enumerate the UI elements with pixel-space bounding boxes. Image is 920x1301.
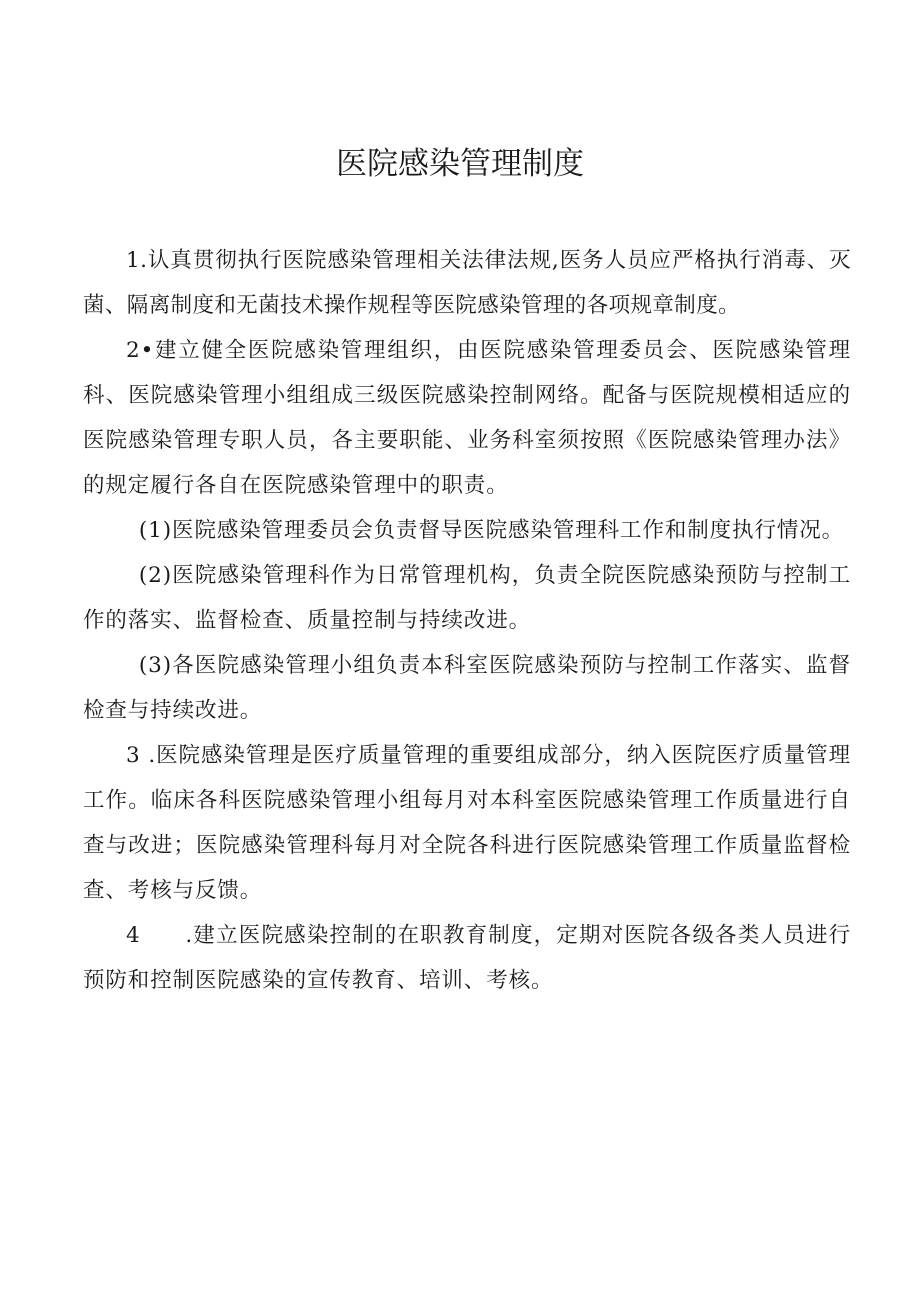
document-title: 医院感染管理制度 <box>336 146 584 182</box>
sub-item-2: (2)医院感染管理科作为日常管理机构，负责全院医院感染预防与控制工作的落实、监督检查、质量控制与持续改进。 <box>83 563 851 633</box>
sub-item-1: (1)医院感染管理委员会负责督导医院感染管理科工作和制度执行情况。 <box>138 518 845 543</box>
sub-item-3: (3)各医院感染管理小组负责本科室医院感染预防与控制工作落实、监督检查与持续改进。 <box>83 653 851 723</box>
document-body <box>83 238 851 1003</box>
paragraph-3: 3 .医院感染管理是医疗质量管理的重要组成部分，纳入医院医疗质量管理工作。临床各科医院感染管理小组每月对本科室医院感染管理工作质量进行自查与改进；医院感染管理科每月对全院各科进行医院感染管理工作质量监督检查、考核与反馈。 <box>83 743 851 903</box>
paragraph-2: 2•建立健全医院感染管理组织，由医院感染管理委员会、医院感染管理科、医院感染管理小组组成三级医院感染控制网络。配备与医院规模相适应的医院感染管理专职人员，各主要职能、业务科室须按照《医院感染管理办法》的规定履行各自在医院感染管理中的职责。 <box>83 338 851 498</box>
paragraph-1: 1.认真贯彻执行医院感染管理相关法律法规,医务人员应严格执行消毒、灭菌、隔离制度和无菌技术操作规程等医院感染管理的各项规章制度。 <box>83 248 851 318</box>
paragraph-4: 4 .建立医院感染控制的在职教育制度，定期对医院各级各类人员进行预防和控制医院感染的宣传教育、培训、考核。 <box>83 923 851 993</box>
